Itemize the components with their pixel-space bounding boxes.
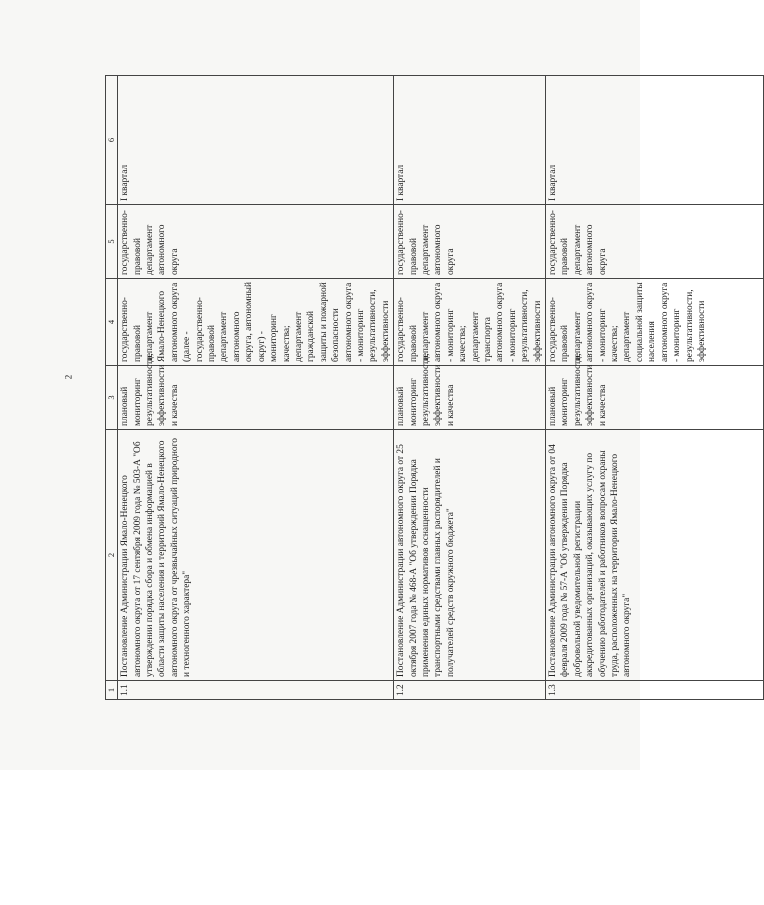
term: I квартал bbox=[546, 76, 764, 205]
term: I квартал bbox=[394, 76, 546, 205]
document-title: Постановление Администрации Ямало-Ненецкого автономного округа от 17 сентября 2009 года № 503-А "Об утверждении порядка сбора и обмена информацией в области защиты населения и территорий Ямало-Ненецкого автономного округа от чрезвычайных ситуаций природного и техногенного характера" bbox=[118, 430, 394, 681]
monitoring-type: плановый мониторинг результативности, эффективности и качества bbox=[394, 366, 546, 430]
col-header-3: 3 bbox=[106, 366, 118, 430]
responsible: государственно-правовой департамент автономного округа bbox=[546, 205, 764, 279]
col-header-5: 5 bbox=[106, 205, 118, 279]
col-header-2: 2 bbox=[106, 430, 118, 681]
responsible: государственно-правовой департамент автономного округа bbox=[118, 205, 394, 279]
document-title: Постановление Администрации автономного округа от 25 октября 2007 года № 468-А "Об утверждении Порядка применения единых нормативов оснащенности транспортными средствами главных распорядителей и получателей средств окружного бюджета" bbox=[394, 430, 546, 681]
row-number: 1.3 bbox=[546, 681, 764, 700]
document-title: Постановление Администрации автономного округа от 04 февраля 2009 года № 57-А "Об утверждении Порядка добровольной уведомительной регистрации аккредитованных организаций, оказывающих услугу по обучению работодателей и работников вопросам охраны труда, расположенных на территории Ямало-Ненецкого автономного округа" bbox=[546, 430, 764, 681]
table-row bbox=[394, 76, 546, 700]
col-header-6: 6 bbox=[106, 76, 118, 205]
monitoring-type: плановый мониторинг результативности, эффективности и качества bbox=[118, 366, 394, 430]
row-number: 1.2 bbox=[394, 681, 546, 700]
header-row bbox=[106, 76, 118, 700]
page-number: 2 bbox=[63, 374, 74, 380]
term: I квартал bbox=[118, 76, 394, 205]
col-header-1: 1 bbox=[106, 681, 118, 700]
executors: государственно-правовой департамент Ямало-Ненецкого автономного округа (далее - государственно-правовой департамент автономного округа, автономный округ) - мониторинг качества; департамент гражданской защиты и пожарной безопасности автономного округа - мониторинг результативности, эффективности bbox=[118, 279, 394, 366]
monitoring-plan-table bbox=[105, 75, 764, 700]
table-row bbox=[118, 76, 394, 700]
responsible: государственно-правовой департамент автономного округа bbox=[394, 205, 546, 279]
executors: государственно-правовой департамент автономного округа - мониторинг качества; департамент транспорта автономного округа - мониторинг результативности, эффективности bbox=[394, 279, 546, 366]
col-header-4: 4 bbox=[106, 279, 118, 366]
monitoring-type: плановый мониторинг результативности, эффективности и качества bbox=[546, 366, 764, 430]
table-row bbox=[546, 76, 764, 700]
rotated-table-container bbox=[105, 75, 707, 700]
executors: государственно-правовой департамент автономного округа - мониторинг качества; департамент социальной защиты населения автономного округа - мониторинг результативности, эффективности bbox=[546, 279, 764, 366]
row-number: 1.1 bbox=[118, 681, 394, 700]
